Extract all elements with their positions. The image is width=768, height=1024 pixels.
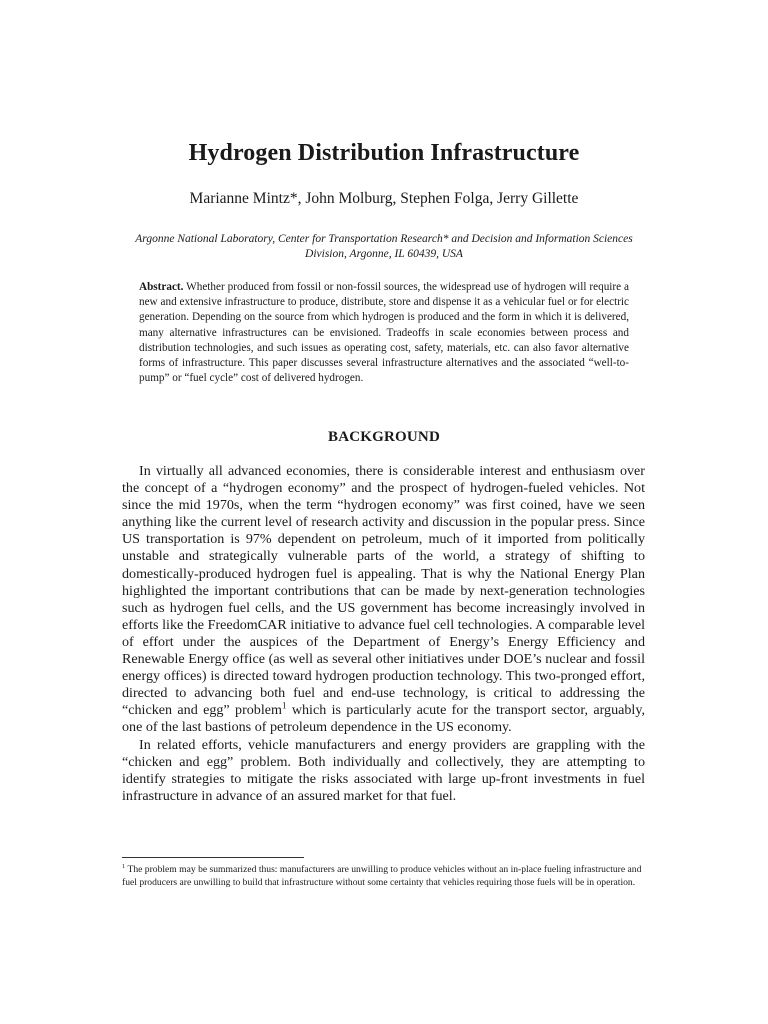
- paragraph-1-text-continued: which is particularly acute for the transport sector, arguably, one of the last bastions of petroleum dependence in the US economy.: [122, 702, 645, 736]
- footnote-mark: 1: [122, 862, 126, 870]
- section-heading: BACKGROUND: [327, 429, 440, 445]
- footnote-reference: 1: [281, 700, 287, 711]
- paragraph-1: [122, 463, 645, 737]
- body-text: [122, 463, 645, 805]
- abstract-text: Whether produced from fossil or non-fossil sources, the widespread use of hydrogen will require a new and extensive infrastructure to produce, distribute, store and dispense it as a vehicular fuel or for electric generation. Depending on the source from which hydrogen is produced and the form in which it is delivered, many alternative infrastructures can be envisioned. Tradeoffs in scale economies between process and distribution technologies, and such issues as operating cost, safety, materials, etc. can also favor alternative forms of infrastructure. This paper discusses several infrastructure alternatives and the associated “well-to-pump” or “fuel cycle” cost of delivered hydrogen.: [139, 281, 629, 385]
- affiliation: Argonne National Laboratory, Center for Transportation Research* and Decision and Information Sciences Division, Argonne, IL 60439, USA: [135, 233, 633, 260]
- paragraph-1-text: In virtually all advanced economies, there is considerable interest and enthusiasm over the concept of a “hydrogen economy” and the prospect of hydrogen-fueled vehicles. Not since the mid 1970s, when the term “hydrogen economy” was first coined, have we seen anything like the current level of research activity and discussion in the popular press. Since US transportation is 97% dependent on petroleum, much of it imported from politically unstable and strategically vulnerable parts of the world, a strategy of shifting to domestically-produced hydrogen fuel is appealing. That is why the National Energy Plan highlighted the important contributions that can be made by next-generation technologies such as hydrogen fuel cells, and the US government has become increasingly involved in efforts like the FreedomCAR initiative to advance fuel cell technologies. A comparable level of effort under the auspices of the Department of Energy’s Energy Efficiency and Renewable Energy office (as well as several other initiatives under DOE’s nuclear and fossil energy offices) is directed toward hydrogen production technology. This two-pronged effort, directed to advancing both fuel and end-use technology, is critical to addressing the “chicken and egg” problem: [122, 463, 645, 719]
- footnote-text: The problem may be summarized thus: manufacturers are unwilling to produce vehicles without an in-place fueling infrastructure and fuel producers are unwilling to build that infrastructure without some certainty that vehicles requiring those fuels will be in operation.: [122, 864, 642, 888]
- author-list: Marianne Mintz*, John Molburg, Stephen Folga, Jerry Gillette: [189, 190, 579, 207]
- abstract: [139, 280, 629, 386]
- abstract-label: Abstract.: [139, 281, 184, 293]
- footnote-divider: [122, 857, 304, 858]
- paper-title: Hydrogen Distribution Infrastructure: [188, 140, 580, 166]
- footnote: [122, 864, 645, 889]
- paragraph-2: In related efforts, vehicle manufacturers and energy providers are grappling with the “chicken and egg” problem. Both individually and collectively, they are attempting to identify strategies to mitigate the risks associated with large up-front investments in fuel infrastructure in advance of an assured market for that fuel.: [122, 736, 645, 804]
